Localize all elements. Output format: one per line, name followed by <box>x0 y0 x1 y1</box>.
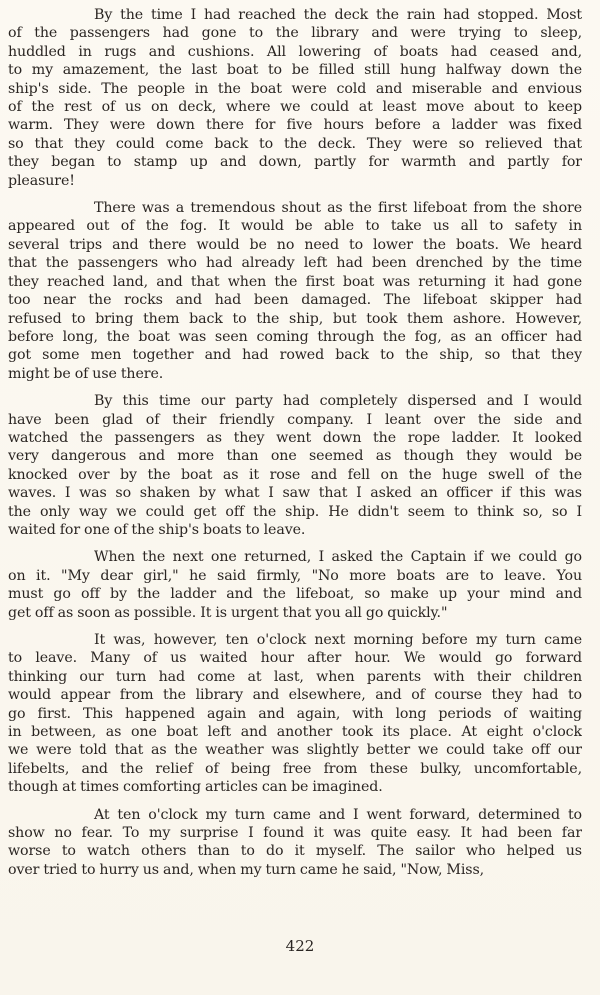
paragraph <box>0 199 600 383</box>
paragraph <box>0 548 600 622</box>
text-line: lifebelts, and the relief of being free from these bulky, uncomfortable, <box>8 760 582 777</box>
text-line: thinking our turn had come at last, when parents with their children <box>8 668 582 685</box>
text-line: over tried to hurry us and, when my turn came he said, "Now, Miss, <box>8 861 485 878</box>
text-line: the only way we could get off the ship. He didn't seem to think so, so I <box>8 503 582 520</box>
text-line: they reached land, and that when the first boat was returning it had gone <box>8 273 582 290</box>
text-line: waves. I was so shaken by what I saw that I asked an officer if this was <box>8 485 582 502</box>
text-line: very dangerous and more than one seemed as though they would be <box>8 448 582 465</box>
text-line: on it. "My dear girl," he said firmly, "No more boats are to leave. You <box>8 567 582 584</box>
text-line: It was, however, ten o'clock next morning before my turn came <box>94 632 582 648</box>
text-line: might be of use there. <box>8 365 164 382</box>
text-line: knocked over by the boat as it rose and fell on the huge swell of the <box>8 466 582 483</box>
text-line: have been glad of their friendly company. I leant over the side and <box>8 411 582 428</box>
paragraph <box>0 631 600 797</box>
text-line: huddled in rugs and cushions. All lowering of boats had ceased and, <box>8 43 582 60</box>
text-line: warm. They were down there for five hours before a ladder was fixed <box>8 117 582 134</box>
text-line: show no fear. To my surprise I found it was quite easy. It had been far <box>8 825 582 842</box>
text-line: of the rest of us on deck, where we could at least move about to keep <box>8 99 582 116</box>
text-line: that the passengers who had already left had been drenched by the time <box>8 255 582 272</box>
paragraph <box>0 6 600 190</box>
paragraph <box>0 806 600 880</box>
body-text <box>0 6 600 879</box>
text-line: appeared out of the fog. It would be able to take us all to safety in <box>8 218 582 235</box>
text-line: though at times comforting articles can be imagined. <box>8 779 383 796</box>
page-number: 422 <box>285 937 315 955</box>
text-line: in between, as one boat left and another took its place. At eight o'clock <box>8 724 582 741</box>
text-line: pleasure! <box>8 172 75 189</box>
text-line: we were told that as the weather was slightly better we could take off our <box>8 742 582 759</box>
text-line: too near the rocks and had been damaged. The lifeboat skipper had <box>8 292 582 309</box>
text-line: At ten o'clock my turn came and I went forward, determined to <box>94 806 582 823</box>
text-line: By the time I had reached the deck the rain had stopped. Most <box>94 7 582 23</box>
text-line: of the passengers had gone to the library and were trying to sleep, <box>8 25 582 42</box>
text-line: ship's side. The people in the boat were cold and miserable and envious <box>8 80 582 97</box>
text-line: watched the passengers as they went down the rope ladder. It looked <box>8 429 582 446</box>
text-line: to leave. Many of us waited hour after hour. We would go forward <box>8 650 582 667</box>
text-line: so that they could come back to the deck. They were so relieved that <box>8 135 582 152</box>
text-line: When the next one returned, I asked the Captain if we could go <box>94 549 582 566</box>
text-line: By this time our party had completely dispersed and I would <box>94 393 582 410</box>
text-line: would appear from the library and elsewhere, and of course they had to <box>8 687 582 704</box>
text-line: must go off by the ladder and the lifeboat, so make up your mind and <box>8 586 582 603</box>
text-line: waited for one of the ship's boats to leave. <box>8 521 306 538</box>
text-line: got some men together and had rowed back to the ship, so that they <box>8 347 582 364</box>
text-line: before long, the boat was seen coming through the fog, as an officer had <box>8 328 582 345</box>
paragraph <box>0 392 600 539</box>
text-line: they began to stamp up and down, partly for warmth and partly for <box>8 154 582 171</box>
text-line: worse to watch others than to do it myself. The sailor who helped us <box>8 843 582 860</box>
text-line: There was a tremendous shout as the first lifeboat from the shore <box>94 200 582 217</box>
text-line: refused to bring them back to the ship, but took them ashore. However, <box>8 310 582 327</box>
text-line: to my amazement, the last boat to be filled still hung halfway down the <box>8 62 582 79</box>
text-line: get off as soon as possible. It is urgent that you all go quickly." <box>8 604 448 621</box>
text-line: go first. This happened again and again, with long periods of waiting <box>8 705 582 722</box>
text-line: several trips and there would be no need to lower the boats. We heard <box>8 236 582 253</box>
